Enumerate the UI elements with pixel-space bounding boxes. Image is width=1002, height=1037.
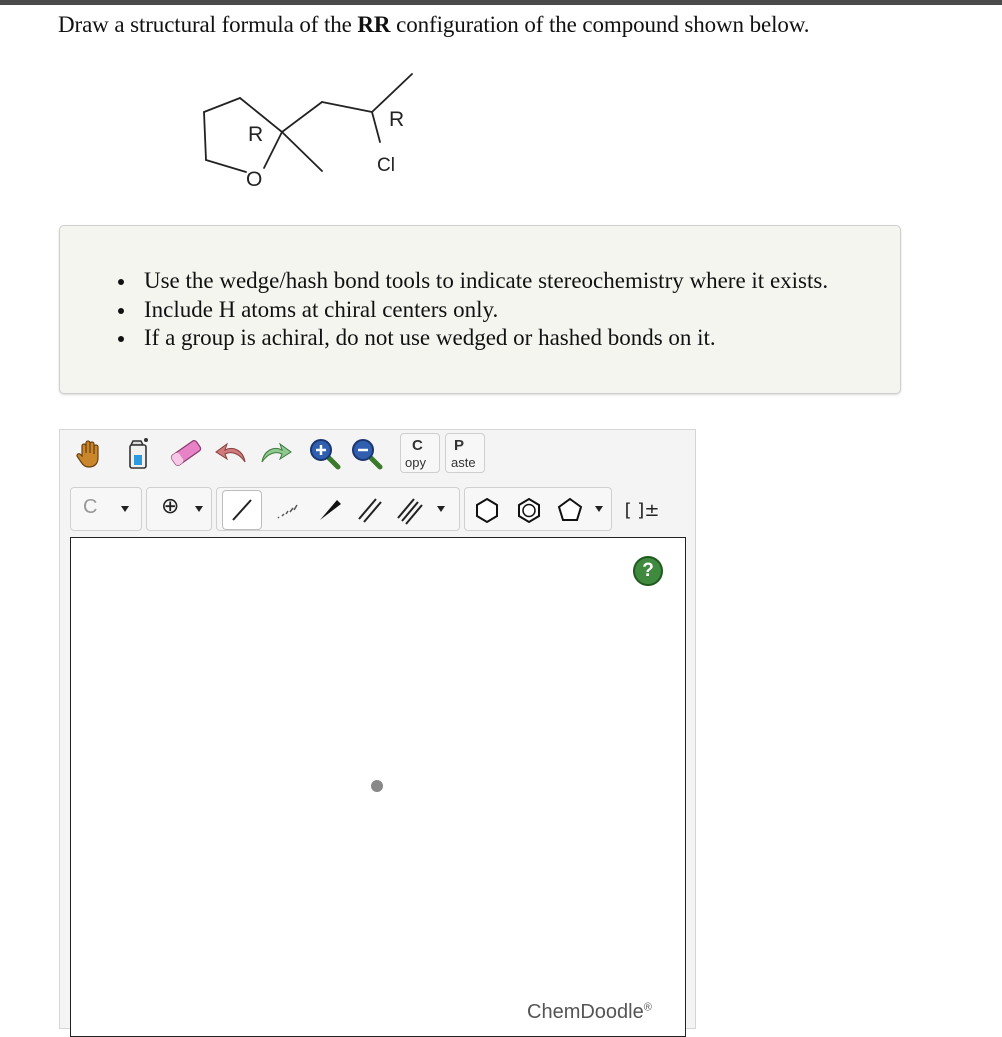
chevron-down-icon	[121, 506, 129, 512]
instructions-box	[59, 225, 901, 394]
cyclopentane-icon[interactable]	[550, 490, 590, 530]
zoom-in-icon[interactable]	[304, 433, 344, 473]
help-label: ?	[642, 560, 654, 581]
question-suffix: configuration of the compound shown below.	[390, 12, 810, 37]
copy-button-big: C	[412, 437, 423, 454]
canvas-cursor-dot	[371, 780, 383, 792]
eraser-icon[interactable]	[166, 433, 206, 473]
undo-icon[interactable]	[212, 433, 252, 473]
clear-icon[interactable]	[118, 433, 158, 473]
ring-stereo-label: R	[248, 123, 264, 146]
charge-label: ⊕	[161, 494, 180, 519]
question-prefix: Draw a structural formula of the	[58, 12, 358, 37]
copy-button-small: opy	[405, 455, 426, 470]
chevron-down-icon	[195, 506, 203, 512]
atom-select-label: C	[83, 496, 98, 518]
single-bond-icon[interactable]	[222, 490, 262, 530]
instruction-item: Include H atoms at chiral centers only.	[118, 296, 828, 325]
chevron-down-icon[interactable]	[595, 506, 603, 512]
molecule-structure	[190, 64, 430, 194]
redo-icon[interactable]	[255, 433, 295, 473]
double-bond-icon[interactable]	[350, 490, 390, 530]
chemdoodle-brand	[527, 1001, 652, 1024]
question-config: RR	[357, 12, 391, 37]
chevron-down-icon[interactable]	[437, 506, 445, 512]
atom-select[interactable]	[70, 487, 142, 531]
triple-bond-icon[interactable]	[390, 490, 430, 530]
bracket-label: [ ]±	[624, 499, 660, 521]
cyclohexane-icon[interactable]	[467, 490, 507, 530]
instruction-item: If a group is achiral, do not use wedged or hashed bonds on it.	[118, 324, 828, 353]
oxygen-label: O	[246, 168, 263, 191]
brand-label: ChemDoodle	[527, 1001, 644, 1023]
benzene-icon[interactable]	[509, 490, 549, 530]
top-bar	[0, 0, 1002, 5]
wedge-bond-icon[interactable]	[310, 490, 350, 530]
paste-button-small: aste	[451, 455, 476, 470]
copy-button[interactable]	[400, 433, 440, 473]
brand-mark: ®	[643, 1001, 652, 1014]
question-prompt	[58, 12, 809, 38]
paste-button[interactable]	[445, 433, 485, 473]
hand-icon[interactable]	[70, 433, 110, 473]
bracket-charge-button[interactable]	[622, 490, 662, 530]
charge-select[interactable]	[146, 487, 212, 531]
help-button[interactable]	[633, 556, 663, 586]
instruction-item: Use the wedge/hash bond tools to indicate stereochemistry where it exists.	[118, 267, 828, 296]
instructions-list	[118, 267, 828, 353]
hash-bond-icon[interactable]	[267, 490, 307, 530]
zoom-out-icon[interactable]	[346, 433, 386, 473]
chain-stereo-label: R	[389, 108, 405, 131]
chlorine-label: Cl	[377, 155, 395, 176]
paste-button-big: P	[454, 437, 465, 454]
